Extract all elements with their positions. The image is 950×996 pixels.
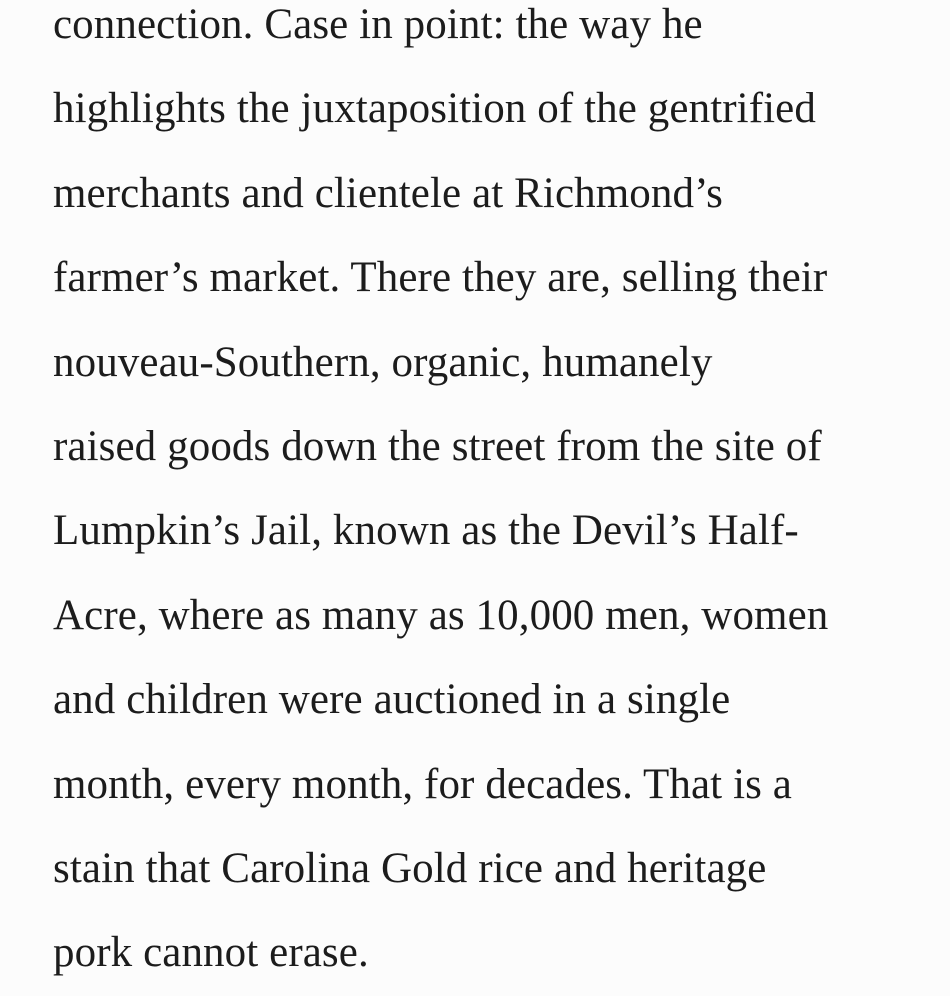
paragraph-line: month, every month, for decades. That is a: [53, 760, 792, 808]
paragraph-line: farmer’s market. There they are, selling their: [53, 254, 828, 302]
paragraph-line: connection. Case in point: the way he: [53, 1, 703, 48]
paragraph-line: Lumpkin’s Jail, known as the Devil’s Half-: [53, 507, 799, 555]
paragraph-line: Acre, where as many as 10,000 men, women: [53, 591, 829, 639]
paragraph-line: and children were auctioned in a single: [53, 676, 731, 724]
paragraph-line: highlights the juxtaposition of the gentrified: [53, 85, 816, 133]
paragraph-line: pork cannot erase.: [53, 929, 369, 977]
article-body: [53, 0, 933, 996]
paragraph-line: stain that Carolina Gold rice and heritage: [53, 844, 767, 892]
paragraph-line: nouveau-Southern, organic, humanely: [53, 338, 713, 386]
paragraph-line: merchants and clientele at Richmond’s: [53, 169, 723, 217]
paragraph-line: raised goods down the street from the site of: [53, 422, 822, 470]
